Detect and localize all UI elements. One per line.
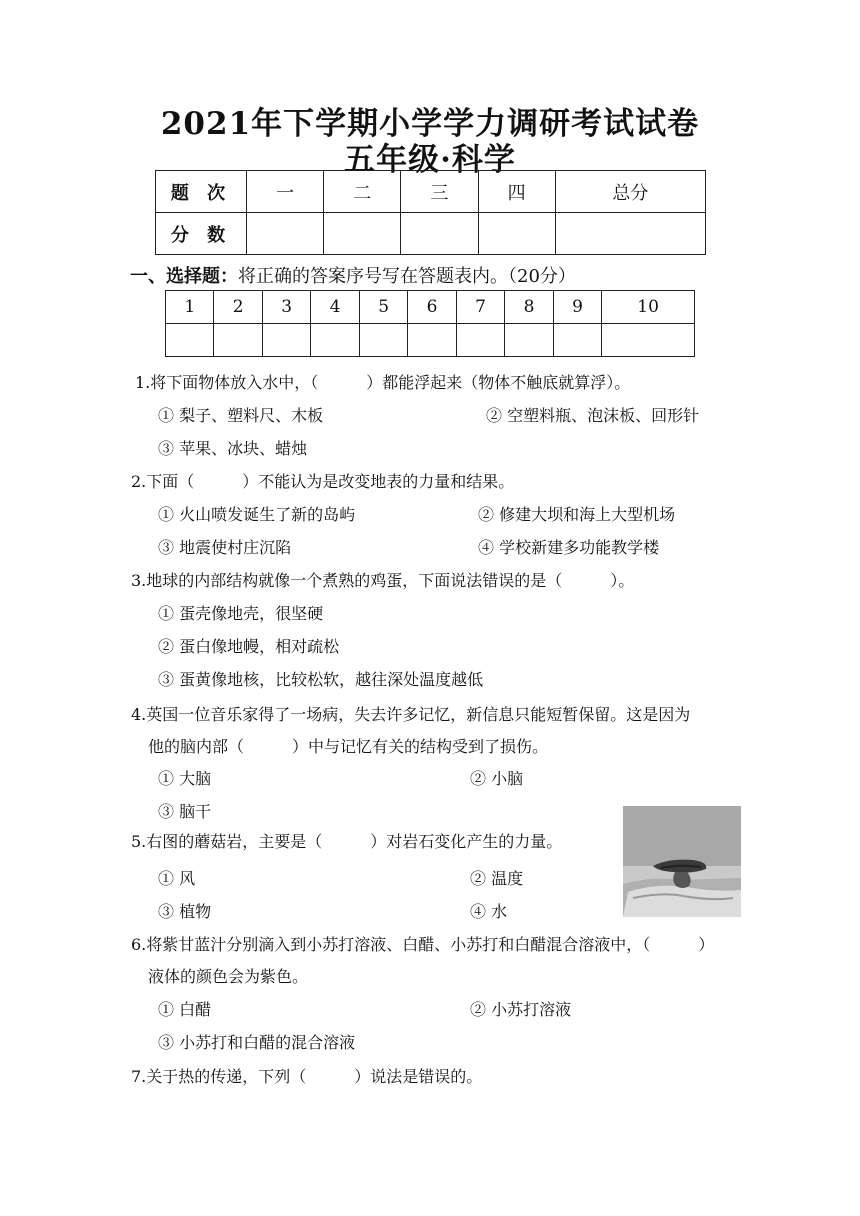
section-1-title: 一、选择题：	[130, 266, 238, 287]
q5-stem: 5.右图的蘑菇岩，主要是（ ）对岩石变化产生的力量。	[131, 832, 563, 851]
q2-option-2: ② 修建大坝和海上大型机场	[478, 505, 676, 524]
score-table	[155, 170, 706, 255]
answer-number-row	[166, 291, 695, 324]
q4-stem-line-1: 4.英国一位音乐家得了一场病，失去许多记忆，新信息只能短暂保留。这是因为	[131, 705, 691, 724]
score-col-4: 四	[478, 171, 555, 213]
q5-option-3: ③ 植物	[158, 902, 212, 921]
q4-option-2: ② 小脑	[470, 769, 524, 788]
q3-option-2: ② 蛋白像地幔，相对疏松	[158, 637, 340, 656]
q1-option-1: ① 梨子、塑料尺、木板	[158, 406, 324, 425]
score-col-2: 二	[324, 171, 401, 213]
answer-number: 6	[408, 291, 456, 324]
answer-cell[interactable]	[166, 324, 214, 357]
answer-number: 7	[456, 291, 504, 324]
mushroom-rock-icon	[623, 806, 741, 917]
q4-stem-line-2: 他的脑内部（ ）中与记忆有关的结构受到了损伤。	[148, 737, 549, 756]
q4-option-1: ① 大脑	[158, 769, 212, 788]
answer-cell[interactable]	[311, 324, 359, 357]
score-table-score-row	[156, 213, 706, 255]
section-1-heading	[130, 262, 576, 288]
answer-cell[interactable]	[214, 324, 262, 357]
answer-number: 5	[359, 291, 407, 324]
q3-option-3: ③ 蛋黄像地核，比较松软，越往深处温度越低	[158, 670, 484, 689]
answer-cell[interactable]	[505, 324, 553, 357]
score-cell[interactable]	[324, 213, 401, 255]
score-col-1: 一	[247, 171, 324, 213]
q2-option-1: ① 火山喷发诞生了新的岛屿	[158, 505, 356, 524]
score-cell[interactable]	[555, 213, 705, 255]
q2-option-4: ④ 学校新建多功能教学楼	[478, 538, 660, 557]
exam-subtitle: 五年级·科学	[344, 142, 516, 178]
q6-option-2: ② 小苏打溶液	[470, 1000, 572, 1019]
score-table-header-row	[156, 171, 706, 213]
answer-table	[165, 290, 695, 357]
answer-number: 9	[553, 291, 601, 324]
answer-number: 2	[214, 291, 262, 324]
score-cell[interactable]	[401, 213, 478, 255]
section-1-instruction: 将正确的答案序号写在答题表内。（20分）	[238, 266, 576, 287]
answer-cell[interactable]	[262, 324, 310, 357]
q4-option-3: ③ 脑干	[158, 802, 212, 821]
score-row-label-question: 题 次	[156, 171, 247, 213]
q1-stem: 1.将下面物体放入水中，（ ）都能浮起来（物体不触底就算浮）。	[135, 373, 631, 392]
answer-number: 4	[311, 291, 359, 324]
q3-option-1: ① 蛋壳像地壳，很坚硬	[158, 604, 324, 623]
q6-option-3: ③ 小苏打和白醋的混合溶液	[158, 1033, 356, 1052]
answer-blank-row	[166, 324, 695, 357]
score-col-total: 总分	[555, 171, 705, 213]
q3-stem: 3.地球的内部结构就像一个煮熟的鸡蛋，下面说法错误的是（ ）。	[131, 571, 635, 590]
q6-stem-line-1: 6.将紫甘蓝汁分别滴入到小苏打溶液、白醋、小苏打和白醋混合溶液中，（ ）	[131, 935, 715, 954]
q5-option-1: ① 风	[158, 869, 196, 888]
mushroom-rock-photo	[623, 806, 741, 917]
q2-option-3: ③ 地震使村庄沉陷	[158, 538, 292, 557]
answer-cell[interactable]	[553, 324, 601, 357]
answer-number: 1	[166, 291, 214, 324]
q6-stem-line-2: 液体的颜色会为紫色。	[148, 967, 309, 986]
score-cell[interactable]	[247, 213, 324, 255]
answer-cell[interactable]	[359, 324, 407, 357]
answer-number: 10	[602, 291, 695, 324]
q7-stem: 7.关于热的传递，下列（ ）说法是错误的。	[131, 1067, 483, 1086]
answer-number: 8	[505, 291, 553, 324]
score-cell[interactable]	[478, 213, 555, 255]
q1-option-2: ② 空塑料瓶、泡沫板、回形针	[486, 406, 700, 425]
q2-stem: 2.下面（ ）不能认为是改变地表的力量和结果。	[131, 472, 515, 491]
answer-cell[interactable]	[408, 324, 456, 357]
score-col-3: 三	[401, 171, 478, 213]
q5-option-4: ④ 水	[470, 902, 508, 921]
q6-option-1: ① 白醋	[158, 1000, 212, 1019]
exam-title: 2021年下学期小学学力调研考试试卷	[160, 106, 700, 142]
q5-option-2: ② 温度	[470, 869, 524, 888]
answer-cell[interactable]	[456, 324, 504, 357]
answer-cell[interactable]	[602, 324, 695, 357]
score-row-label-score: 分 数	[156, 213, 247, 255]
answer-number: 3	[262, 291, 310, 324]
q1-option-3: ③ 苹果、冰块、蜡烛	[158, 439, 308, 458]
